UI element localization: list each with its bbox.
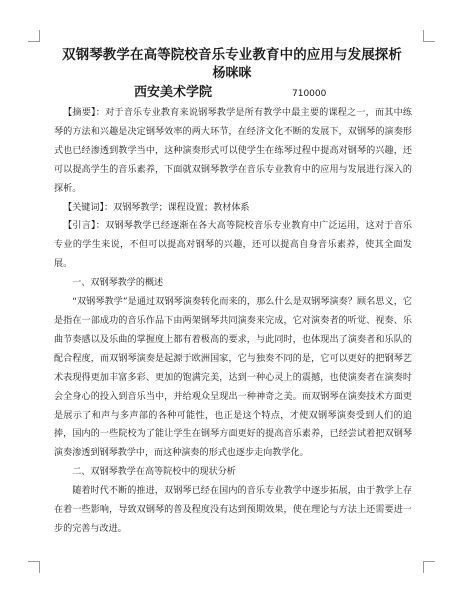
document-body [54,104,412,539]
crop-mark-bottom-right [423,561,435,573]
crop-mark-top-right [423,30,435,42]
crop-mark-top-left [28,30,40,42]
postcode: 710000 [292,89,327,99]
introduction-paragraph: 【引言】：双钢琴教学已经逐渐在各大高等院校音乐专业教育中广泛运用，这对于音乐专业的学生来说，不但可以提高对钢琴的兴趣，还可以提高自身音乐素养，使其全面发展。 [54,221,412,270]
author-name: 杨咪咪 [212,66,252,81]
paper-title: 双钢琴教学在高等院校音乐专业教育中的应用与发展探析 [62,47,402,63]
section-1-heading: 一、双钢琴教学的概述 [72,278,164,289]
section-2-heading: 二、双钢琴教学在高等院校中的现状分析 [72,467,236,478]
section-2-paragraph: 随着时代不断的推进，双钢琴已经在国内的音乐专业教学中逐步拓展，由于教学上存在着一些影响，导致双钢琴的普及程度没有达到预期效果，使在理论与方法上还需要进一步的完善与改进。 [54,486,412,534]
keywords-paragraph: 【关键词】：双钢琴教学；课程设置；教材体系 [63,202,250,213]
section-1-paragraph: “双钢琴教学”是通过双钢琴演奏转化而来的，那么什么是双钢琴演奏？顾名思义，它是指在一部成功的音乐作品下由两架钢琴共同演奏来完成，它对演奏者的听觉、视奏、乐曲节奏感以及乐曲的掌握度上都有着极高的要求，与此同时，也体现出了演奏者和乐队的配合程度，而双钢琴演奏是起源于欧洲国家，它与独奏不同的是，它可以更好的把钢琴艺术表现得更加丰富多彩、更加的饱满完美，达到一种心灵上的震撼，也使演奏者在演奏时会全身心的投入到音乐当中，并给观众呈现出一种神奇之美。而双钢琴在演奏技术方面更是展示了和声与多声部的各种可能性，也正是这个特点，才使双钢琴演奏受到人们的追捧，国内的一些院校为了能让学生在钢琴方面更好的提高音乐素养，已经尝试着把双钢琴演奏渗透到钢琴教学中，而这种演奏的形式也逐步走向教学化。 [54,297,412,459]
abstract-paragraph: 【摘要】：对于音乐专业教育来说钢琴教学是所有教学中最主要的课程之一，而其中练琴的方法和兴趣是决定钢琴效率的两大环节，在经济文化不断的发展下，双钢琴的演奏形式也已经渗透到教学当中，这种演奏形式可以使学生在练琴过程中提高对钢琴的兴趣，还可以提高学生的音乐素养，下面就双钢琴教学在音乐专业教育中的应用与发展进行深入的探析。 [54,108,412,194]
crop-mark-bottom-left [28,561,40,573]
affiliation: 西安美术学院 [134,85,213,100]
